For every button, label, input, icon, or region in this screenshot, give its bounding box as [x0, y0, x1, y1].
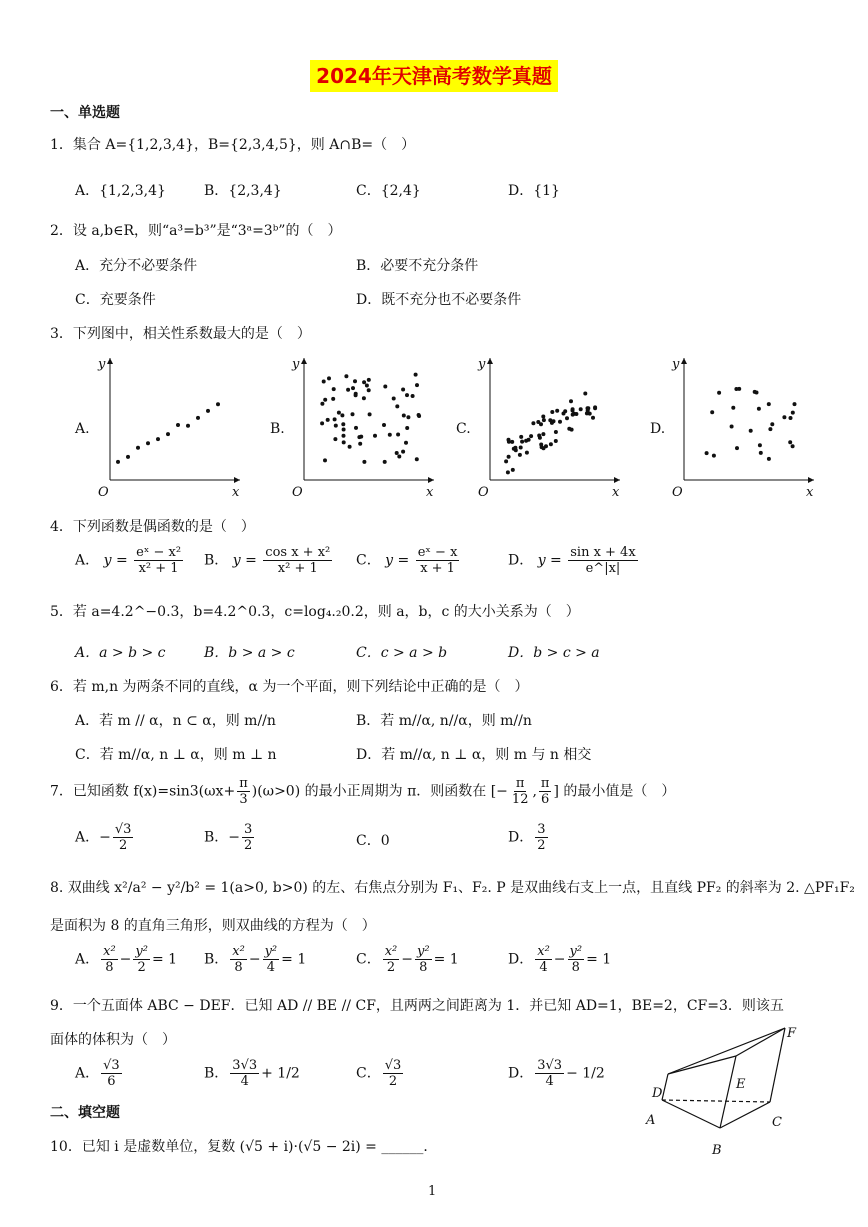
scatter-point: [176, 423, 180, 427]
scatter-point: [789, 416, 793, 420]
vertex-b-label: B: [712, 1143, 722, 1158]
scatter-point: [782, 415, 786, 419]
section-fill-in: 二、填空题: [50, 1105, 120, 1121]
scatter-plot-c: [476, 352, 626, 500]
scatter-point: [401, 450, 405, 454]
scatter-point: [749, 429, 753, 433]
q5-stem: 5．若 a=4.2^−0.3，b=4.2^0.3，c=log₄.₂0.2，则 a，b，c 的大小关系为（ ）: [50, 604, 580, 620]
q1-option-a: A．{1,2,3,4}: [75, 183, 166, 199]
scatter-point: [734, 387, 738, 391]
scatter-point: [571, 413, 575, 417]
scatter-point: [519, 446, 523, 450]
scatter-point: [758, 443, 762, 447]
edge-ab: [662, 1100, 720, 1128]
scatter-point: [333, 417, 337, 421]
scatter-point: [542, 446, 546, 450]
origin-label: O: [292, 485, 303, 500]
scatter-point: [323, 398, 327, 402]
scatter-point: [759, 451, 763, 455]
x-axis-label: x: [612, 485, 620, 500]
scatter-point: [705, 451, 709, 455]
q2-option-b: B．必要不充分条件: [356, 258, 479, 274]
scatter-point: [712, 454, 716, 458]
scatter-point: [331, 397, 335, 401]
scatter-point: [342, 434, 346, 438]
y-axis-label: y: [672, 357, 680, 372]
scatter-point: [362, 460, 366, 464]
y-axis-arrow: [681, 358, 687, 364]
y-axis-arrow: [107, 358, 113, 364]
scatter-point: [367, 378, 371, 382]
scatter-point: [320, 402, 324, 406]
q8-option-c: C． $\frac{\text{x²}}{2}$ − $\frac{\text{y²}}{8}$ = 1: [356, 944, 459, 975]
edge-fc: [770, 1028, 785, 1102]
scatter-point: [166, 432, 170, 436]
q8-option-b: B． $\frac{\text{x²}}{8}$ − $\frac{\text{y²}}{4}$ = 1: [204, 944, 307, 975]
scatter-point: [367, 388, 371, 392]
q1-option-c: C．{2,4}: [356, 183, 421, 199]
q6-option-a: A．若 m // α，n ⊂ α，则 m//n: [75, 713, 276, 729]
x-axis-arrow: [614, 477, 620, 483]
scatter-point: [570, 428, 574, 432]
scatter-point: [383, 385, 387, 389]
q9-option-c: C． $\frac{√3}{2}$: [356, 1058, 402, 1089]
q4-option-b: B． y = $\frac{\text{cos x + x²}}{\text{x² + 1}}$: [204, 545, 331, 576]
x-axis-arrow: [234, 477, 240, 483]
scatter-point: [351, 386, 355, 390]
scatter-point: [415, 457, 419, 461]
scatter-point: [542, 418, 546, 422]
scatter-point: [558, 420, 562, 424]
pentahedron-figure: [640, 1018, 820, 1160]
q6-option-b: B．若 m//α, n//α，则 m//n: [356, 713, 532, 729]
scatter-point: [537, 434, 541, 438]
scatter-point: [353, 379, 357, 383]
origin-label: O: [672, 485, 683, 500]
q9-option-b: B． $\frac{3√3}{4}$ + 1/2: [204, 1058, 300, 1089]
scatter-point: [341, 422, 345, 426]
vertex-f-label: F: [787, 1026, 797, 1041]
page-title: 2024年天津高考数学真题: [310, 60, 558, 92]
x-axis-label: x: [806, 485, 814, 500]
edge-df: [668, 1028, 785, 1074]
scatter-point: [342, 440, 346, 444]
x-axis-label: x: [232, 485, 240, 500]
scatter-point: [753, 390, 757, 394]
scatter-point: [731, 406, 735, 410]
q1-option-d: D．{1}: [508, 183, 560, 199]
scatter-point: [768, 427, 772, 431]
scatter-point: [791, 411, 795, 415]
scatter-point: [333, 437, 337, 441]
scatter-point: [395, 404, 399, 408]
scatter-point: [362, 380, 366, 384]
q7-option-a: A．− $\frac{√3}{2}$: [75, 822, 132, 853]
scatter-point: [524, 439, 528, 443]
q2-option-a: A．充分不必要条件: [75, 258, 198, 274]
scatter-point: [549, 442, 553, 446]
scatter-point: [362, 396, 366, 400]
scatter-point: [591, 416, 595, 420]
scatter-point: [373, 434, 377, 438]
edge-eb: [720, 1056, 736, 1128]
vertex-a-label: A: [646, 1113, 656, 1128]
scatter-point: [757, 407, 761, 411]
scatter-point: [340, 413, 344, 417]
scatter-point: [519, 435, 523, 439]
y-axis-label: y: [478, 357, 486, 372]
q9-stem-line1: 9．一个五面体 ABC − DEF．已知 AD // BE // CF，且两两之间距离为 1．并已知 AD=1，BE=2，CF=3．则该五: [50, 998, 784, 1014]
scatter-point: [396, 433, 400, 437]
scatter-point: [388, 433, 392, 437]
scatter-point: [405, 426, 409, 430]
edge-da: [662, 1074, 668, 1100]
q7-stem: 7．已知函数 f(x)=sin3(ωx+ $\frac{\pi}{3}$ )(ω>0) 的最小正周期为 π．则函数在 [− $\frac{\pi}{12}$ , $\frac{\pi}{6}$ ] 的最小值是（ ）: [50, 776, 676, 807]
q7-option-b: B．− $\frac{3}{2}$: [204, 822, 253, 853]
scatter-point: [186, 424, 190, 428]
scatter-point: [357, 435, 361, 439]
q8-stem-line2: 是面积为 8 的直角三角形，则双曲线的方程为（ ）: [50, 918, 376, 934]
scatter-point: [411, 394, 415, 398]
scatter-point: [541, 415, 545, 419]
scatter-point: [717, 391, 721, 395]
scatter-point: [406, 415, 410, 419]
scatter-point: [146, 441, 150, 445]
scatter-point: [791, 444, 795, 448]
scatter-point: [770, 422, 774, 426]
scatter-point: [344, 374, 348, 378]
scatter-point: [354, 393, 358, 397]
scatter-point: [395, 451, 399, 455]
scatter-point: [348, 445, 352, 449]
q2-option-d: D．既不充分也不必要条件: [356, 292, 522, 308]
edge-ef: [736, 1028, 785, 1056]
q6-option-c: C．若 m//α, n ⊥ α，则 m ⊥ n: [75, 747, 277, 763]
scatter-point: [539, 422, 543, 426]
scatter-point: [730, 425, 734, 429]
scatter-point: [586, 409, 590, 413]
scatter-point: [574, 412, 578, 416]
scatter-point: [504, 459, 508, 463]
scatter-point: [116, 460, 120, 464]
scatter-point: [520, 440, 524, 444]
scatter-point: [405, 393, 409, 397]
scatter-point: [383, 460, 387, 464]
scatter-plot-a: [96, 352, 246, 500]
origin-label: O: [98, 485, 109, 500]
scatter-point: [554, 430, 558, 434]
scatter-point: [565, 416, 569, 420]
scatter-point: [414, 373, 418, 377]
q9-option-d: D． $\frac{3√3}{4}$ − 1/2: [508, 1058, 605, 1089]
q8-stem-line1: 8. 双曲线 x²/a² − y²/b² = 1(a>0, b>0) 的左、右焦点分别为 F₁、F₂. P 是双曲线右支上一点，且直线 PF₂ 的斜率为 2. △PF₁F₂: [50, 880, 855, 896]
scatter-point: [322, 380, 326, 384]
x-axis-arrow: [428, 477, 434, 483]
scatter-point: [417, 414, 421, 418]
q1-option-b: B．{2,3,4}: [204, 183, 282, 199]
scatter-point: [506, 470, 510, 474]
q2-stem: 2．设 a,b∈R，则“a³=b³”是“3ᵃ=3ᵇ”的（ ）: [50, 223, 342, 239]
section-single-choice: 一、单选题: [50, 105, 120, 121]
scatter-point: [327, 376, 331, 380]
q3-option-b-label: B.: [270, 421, 285, 437]
scatter-point: [320, 421, 324, 425]
scatter-point: [511, 468, 515, 472]
scatter-point: [529, 434, 533, 438]
q7-option-d: D． $\frac{3}{2}$: [508, 822, 546, 853]
q5-option-b: B．b > a > c: [204, 645, 295, 661]
scatter-point: [571, 407, 575, 411]
q5-option-a: A．a > b > c: [75, 645, 166, 661]
q8-option-a: A． $\frac{\text{x²}}{8}$ − $\frac{\text{y²}}{2}$ = 1: [75, 944, 178, 975]
scatter-point: [358, 442, 362, 446]
scatter-point: [397, 455, 401, 459]
scatter-point: [156, 437, 160, 441]
q2-option-c: C．充要条件: [75, 292, 156, 308]
scatter-point: [196, 416, 200, 420]
scatter-point: [583, 392, 587, 396]
scatter-point: [334, 424, 338, 428]
q4-option-c: C． y = $\frac{\text{eˣ − x}}{x + 1}$: [356, 545, 458, 576]
x-axis-label: x: [426, 485, 434, 500]
scatter-point: [404, 441, 408, 445]
scatter-point: [710, 410, 714, 414]
scatter-point: [579, 407, 583, 411]
q4-stem: 4．下列函数是偶函数的是（ ）: [50, 519, 255, 535]
vertex-c-label: C: [772, 1115, 782, 1130]
scatter-point: [548, 418, 552, 422]
q9-stem-line2: 面体的体积为（ ）: [50, 1032, 176, 1048]
scatter-point: [593, 406, 597, 410]
q6-stem: 6．若 m,n 为两条不同的直线，α 为一个平面，则下列结论中正确的是（ ）: [50, 679, 529, 695]
scatter-point: [126, 455, 130, 459]
scatter-point: [365, 384, 369, 388]
scatter-point: [541, 432, 545, 436]
vertex-d-label: D: [652, 1086, 663, 1101]
q10-stem: 10．已知 i 是虚数单位，复数 (√5 + i)·(√5 − 2i) = ______．: [50, 1139, 438, 1155]
y-axis-arrow: [301, 358, 307, 364]
scatter-point: [550, 410, 554, 414]
q6-option-d: D．若 m//α, n ⊥ α，则 m 与 n 相交: [356, 747, 592, 763]
scatter-plot-d: [670, 352, 820, 500]
scatter-point: [136, 446, 140, 450]
scatter-plot-b: [290, 352, 440, 500]
scatter-point: [402, 414, 406, 418]
scatter-point: [554, 439, 558, 443]
scatter-point: [555, 409, 559, 413]
scatter-point: [531, 421, 535, 425]
scatter-point: [206, 409, 210, 413]
q8-option-d: D． $\frac{\text{x²}}{4}$ − $\frac{\text{y²}}{8}$ = 1: [508, 944, 612, 975]
edge-de: [668, 1056, 736, 1074]
scatter-point: [507, 455, 511, 459]
y-axis-label: y: [292, 357, 300, 372]
scatter-point: [382, 423, 386, 427]
origin-label: O: [478, 485, 489, 500]
y-axis-arrow: [487, 358, 493, 364]
q3-stem: 3．下列图中，相关性系数最大的是（ ）: [50, 326, 311, 342]
scatter-point: [392, 397, 396, 401]
q1-stem: 1．集合 A={1,2,3,4}，B={2,3,4,5}，则 A∩B=（ ）: [50, 137, 416, 153]
scatter-point: [351, 412, 355, 416]
scatter-point: [368, 412, 372, 416]
scatter-point: [525, 451, 529, 455]
q5-option-d: D．b > c > a: [508, 645, 600, 661]
scatter-point: [346, 388, 350, 392]
scatter-point: [326, 418, 330, 422]
q7-option-c: C．0: [356, 833, 390, 849]
q4-option-d: D． y = $\frac{\text{sin x + 4x}}{e\^{}|x|}$: [508, 545, 636, 576]
q3-option-a-label: A.: [75, 421, 90, 437]
edge-bc: [720, 1102, 770, 1128]
y-axis-label: y: [98, 357, 106, 372]
scatter-point: [735, 446, 739, 450]
edge-ac-hidden: [662, 1100, 770, 1102]
scatter-point: [518, 453, 522, 457]
scatter-point: [767, 402, 771, 406]
q3-option-d-label: D.: [650, 421, 666, 437]
q9-option-a: A． $\frac{√3}{6}$: [75, 1058, 120, 1089]
q4-option-a: A． y = $\frac{\text{eˣ − x²}}{\text{x² + 1}}$: [75, 545, 182, 576]
scatter-point: [513, 446, 517, 450]
scatter-point: [323, 458, 327, 462]
scatter-point: [569, 399, 573, 403]
page-number: 1: [428, 1184, 437, 1199]
scatter-point: [342, 428, 346, 432]
scatter-point: [563, 409, 567, 413]
scatter-point: [337, 411, 341, 415]
scatter-point: [332, 387, 336, 391]
scatter-point: [507, 440, 511, 444]
x-axis-arrow: [808, 477, 814, 483]
scatter-point: [415, 383, 419, 387]
q3-option-c-label: C.: [456, 421, 471, 437]
vertex-e-label: E: [736, 1077, 746, 1092]
scatter-point: [793, 402, 797, 406]
scatter-point: [216, 402, 220, 406]
q5-option-c: C．c > a > b: [356, 645, 448, 661]
scatter-point: [354, 426, 358, 430]
scatter-point: [401, 388, 405, 392]
scatter-point: [788, 440, 792, 444]
scatter-point: [767, 457, 771, 461]
